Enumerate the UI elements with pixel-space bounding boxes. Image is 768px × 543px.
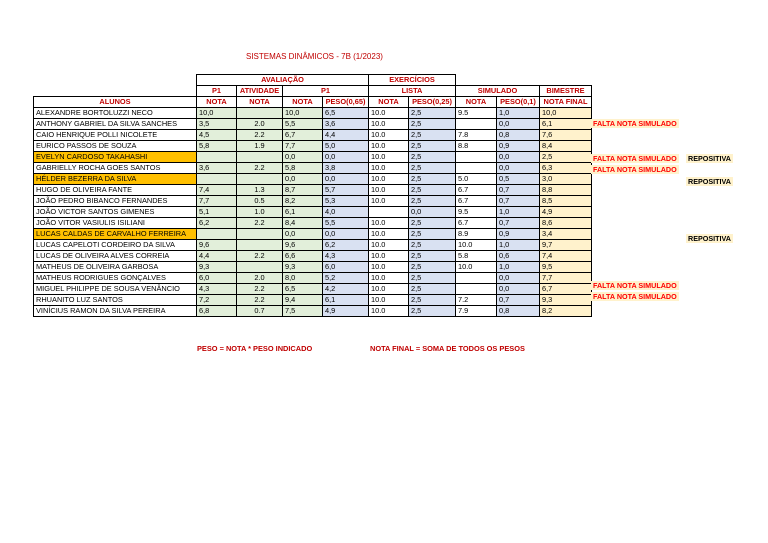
lista-grade: 10.0 <box>369 295 409 306</box>
lista-grade: 10.0 <box>369 240 409 251</box>
header-nota-p1: NOTA <box>197 97 237 108</box>
header-exercicios: EXERCÍCIOS <box>369 75 456 86</box>
simulado-grade: 9.5 <box>456 108 497 119</box>
lista-grade: 10.0 <box>369 130 409 141</box>
p1-total: 9,6 <box>283 240 323 251</box>
table-row <box>34 185 592 196</box>
final-grade: 9,5 <box>540 262 592 273</box>
lista-grade: 10.0 <box>369 108 409 119</box>
atividade-grade: 0.7 <box>237 306 283 317</box>
p1-grade: 6,0 <box>197 273 237 284</box>
final-grade: 7,4 <box>540 251 592 262</box>
header-alunos: ALUNOS <box>34 97 197 108</box>
student-name: JOÃO PEDRO BIBANCO FERNANDES <box>34 196 197 207</box>
p1-weighted: 6,1 <box>323 295 369 306</box>
table-row <box>34 196 592 207</box>
header-simulado: SIMULADO <box>456 86 540 97</box>
p1-grade: 6,8 <box>197 306 237 317</box>
atividade-grade: 2.0 <box>237 119 283 130</box>
simulado-weighted: 0,9 <box>497 229 540 240</box>
simulado-grade <box>456 273 497 284</box>
p1-total: 0,0 <box>283 229 323 240</box>
lista-weighted: 2,5 <box>409 240 456 251</box>
simulado-grade: 6.7 <box>456 196 497 207</box>
header-bimestre: BIMESTRE <box>540 86 592 97</box>
simulado-grade: 6.7 <box>456 218 497 229</box>
simulado-weighted: 0,9 <box>497 141 540 152</box>
lista-grade: 10.0 <box>369 119 409 130</box>
footer-peso-formula: PESO = NOTA * PESO INDICADO <box>197 344 313 353</box>
atividade-grade <box>237 229 283 240</box>
note-falta-simulado: FALTA NOTA SIMULADO <box>593 153 677 163</box>
p1-total: 6,5 <box>283 284 323 295</box>
lista-weighted: 2,5 <box>409 119 456 130</box>
p1-grade: 5,8 <box>197 141 237 152</box>
final-grade: 6,3 <box>540 163 592 174</box>
p1-total: 8,7 <box>283 185 323 196</box>
note-falta-simulado: FALTA NOTA SIMULADO <box>593 118 677 128</box>
final-grade: 8,5 <box>540 196 592 207</box>
note-falta-simulado: FALTA NOTA SIMULADO <box>593 165 677 175</box>
lista-weighted: 2,5 <box>409 306 456 317</box>
student-name: RHUANITO LUZ SANTOS <box>34 295 197 306</box>
simulado-weighted: 0,0 <box>497 119 540 130</box>
student-name: MATHEUS RODRIGUES GONÇALVES <box>34 273 197 284</box>
p1-grade: 7,2 <box>197 295 237 306</box>
p1-weighted: 6,0 <box>323 262 369 273</box>
final-grade: 6,1 <box>540 119 592 130</box>
final-grade: 9,7 <box>540 240 592 251</box>
p1-grade: 3,6 <box>197 163 237 174</box>
simulado-grade: 9.5 <box>456 207 497 218</box>
p1-weighted: 5,5 <box>323 218 369 229</box>
table-row <box>34 174 592 185</box>
student-name: GABRIELLY ROCHA GOES SANTOS <box>34 163 197 174</box>
lista-grade: 10.0 <box>369 141 409 152</box>
student-name: JOÃO VITOR VASIULIS ISILIANI <box>34 218 197 229</box>
simulado-weighted: 1,0 <box>497 108 540 119</box>
header-atividade: ATIVIDADE <box>237 86 283 97</box>
atividade-grade: 2.0 <box>237 273 283 284</box>
p1-weighted: 6,5 <box>323 108 369 119</box>
simulado-grade: 7.9 <box>456 306 497 317</box>
header-peso01: PESO(0,1) <box>497 97 540 108</box>
lista-weighted: 2,5 <box>409 273 456 284</box>
p1-grade: 3,5 <box>197 119 237 130</box>
p1-weighted: 4,9 <box>323 306 369 317</box>
lista-grade: 10.0 <box>369 262 409 273</box>
simulado-weighted: 0,6 <box>497 251 540 262</box>
simulado-grade: 8.9 <box>456 229 497 240</box>
final-grade: 8,6 <box>540 218 592 229</box>
lista-grade: 10.0 <box>369 273 409 284</box>
atividade-grade: 2.2 <box>237 295 283 306</box>
table-row <box>34 141 592 152</box>
p1-total: 7,7 <box>283 141 323 152</box>
simulado-weighted: 0,0 <box>497 152 540 163</box>
table-row <box>34 108 592 119</box>
lista-weighted: 2,5 <box>409 229 456 240</box>
atividade-grade: 0.5 <box>237 196 283 207</box>
lista-weighted: 2,5 <box>409 262 456 273</box>
lista-weighted: 2,5 <box>409 284 456 295</box>
grades-table <box>33 74 592 317</box>
student-name: HÉLDER BEZERRA DA SILVA <box>34 174 197 185</box>
student-name: EVELYN CARDOSO TAKAHASHI <box>34 152 197 163</box>
lista-weighted: 2,5 <box>409 218 456 229</box>
p1-total: 8,2 <box>283 196 323 207</box>
p1-weighted: 5,0 <box>323 141 369 152</box>
sheet-title: SISTEMAS DINÂMICOS - 7B (1/2023) <box>246 52 383 61</box>
p1-grade: 4,3 <box>197 284 237 295</box>
p1-weighted: 6,2 <box>323 240 369 251</box>
p1-weighted: 5,7 <box>323 185 369 196</box>
student-name: MATHEUS DE OLIVEIRA GARBOSA <box>34 262 197 273</box>
lista-grade: 10.0 <box>369 284 409 295</box>
p1-total: 10,0 <box>283 108 323 119</box>
note-falta-simulado: FALTA NOTA SIMULADO <box>593 280 677 290</box>
final-grade: 3,4 <box>540 229 592 240</box>
header-p1: P1 <box>197 86 237 97</box>
p1-total: 8,4 <box>283 218 323 229</box>
header-row-2 <box>34 86 592 97</box>
p1-weighted: 4,0 <box>323 207 369 218</box>
simulado-weighted: 0,7 <box>497 185 540 196</box>
atividade-grade: 2.2 <box>237 130 283 141</box>
lista-grade: 10.0 <box>369 218 409 229</box>
simulado-weighted: 1,0 <box>497 262 540 273</box>
table-row <box>34 152 592 163</box>
p1-weighted: 3,8 <box>323 163 369 174</box>
p1-grade: 9,6 <box>197 240 237 251</box>
header-row-1 <box>34 75 592 86</box>
lista-weighted: 2,5 <box>409 251 456 262</box>
student-name: LUCAS CAPELOTI CORDEIRO DA SILVA <box>34 240 197 251</box>
table-row <box>34 284 592 295</box>
table-row <box>34 119 592 130</box>
lista-grade <box>369 207 409 218</box>
student-name: HUGO DE OLIVEIRA FANTE <box>34 185 197 196</box>
simulado-grade: 10.0 <box>456 240 497 251</box>
p1-total: 9,3 <box>283 262 323 273</box>
final-grade: 10,0 <box>540 108 592 119</box>
simulado-grade <box>456 152 497 163</box>
simulado-grade: 10.0 <box>456 262 497 273</box>
p1-grade: 9,3 <box>197 262 237 273</box>
p1-grade: 5,1 <box>197 207 237 218</box>
p1-total: 0,0 <box>283 152 323 163</box>
p1-grade: 7,4 <box>197 185 237 196</box>
header-nota-lista: NOTA <box>369 97 409 108</box>
simulado-weighted: 0,0 <box>497 273 540 284</box>
simulado-grade <box>456 284 497 295</box>
p1-weighted: 4,2 <box>323 284 369 295</box>
atividade-grade: 1.3 <box>237 185 283 196</box>
table-row <box>34 240 592 251</box>
lista-grade: 10.0 <box>369 306 409 317</box>
simulado-weighted: 0,7 <box>497 295 540 306</box>
atividade-grade: 2.2 <box>237 251 283 262</box>
student-name: LUCAS CALDAS DE CARVALHO FERREIRA <box>34 229 197 240</box>
student-name: VINÍCIUS RAMON DA SILVA PEREIRA <box>34 306 197 317</box>
final-grade: 6,7 <box>540 284 592 295</box>
final-grade: 9,3 <box>540 295 592 306</box>
p1-total: 6,1 <box>283 207 323 218</box>
atividade-grade <box>237 240 283 251</box>
simulado-grade <box>456 163 497 174</box>
simulado-grade: 5.8 <box>456 251 497 262</box>
student-name: CAIO HENRIQUE POLLI NICOLETE <box>34 130 197 141</box>
lista-weighted: 2,5 <box>409 295 456 306</box>
simulado-weighted: 0,7 <box>497 196 540 207</box>
p1-total: 9,4 <box>283 295 323 306</box>
simulado-weighted: 0,8 <box>497 130 540 141</box>
simulado-grade: 8.8 <box>456 141 497 152</box>
atividade-grade <box>237 152 283 163</box>
lista-grade: 10.0 <box>369 152 409 163</box>
p1-grade <box>197 229 237 240</box>
p1-total: 7,5 <box>283 306 323 317</box>
final-grade: 8,8 <box>540 185 592 196</box>
atividade-grade: 2.2 <box>237 218 283 229</box>
final-grade: 8,2 <box>540 306 592 317</box>
student-name: ALEXANDRE BORTOLUZZI NECO <box>34 108 197 119</box>
atividade-grade <box>237 262 283 273</box>
p1-weighted: 0,0 <box>323 152 369 163</box>
p1-weighted: 5,3 <box>323 196 369 207</box>
simulado-grade <box>456 119 497 130</box>
lista-grade: 10.0 <box>369 174 409 185</box>
table-row <box>34 306 592 317</box>
lista-weighted: 2,5 <box>409 130 456 141</box>
atividade-grade: 1.9 <box>237 141 283 152</box>
student-name: MIGUEL PHILIPPE DE SOUSA VENÂNCIO <box>34 284 197 295</box>
header-nota-p1b: NOTA <box>283 97 323 108</box>
lista-grade: 10.0 <box>369 163 409 174</box>
note-repositiva: REPOSITIVA <box>688 234 731 244</box>
lista-grade: 10.0 <box>369 185 409 196</box>
note-falta-simulado: FALTA NOTA SIMULADO <box>593 292 677 302</box>
lista-weighted: 2,5 <box>409 152 456 163</box>
p1-grade <box>197 152 237 163</box>
p1-total: 6,7 <box>283 130 323 141</box>
p1-grade: 4,5 <box>197 130 237 141</box>
lista-weighted: 2,5 <box>409 185 456 196</box>
final-grade: 4,9 <box>540 207 592 218</box>
student-name: ANTHONY GABRIEL DA SILVA SANCHES <box>34 119 197 130</box>
simulado-weighted: 0,7 <box>497 218 540 229</box>
p1-grade: 10,0 <box>197 108 237 119</box>
atividade-grade: 2.2 <box>237 163 283 174</box>
simulado-weighted: 0,0 <box>497 163 540 174</box>
simulado-grade: 7.2 <box>456 295 497 306</box>
student-name: LUCAS DE OLIVEIRA ALVES CORREIA <box>34 251 197 262</box>
atividade-grade <box>237 108 283 119</box>
p1-weighted: 4,3 <box>323 251 369 262</box>
p1-grade: 7,7 <box>197 196 237 207</box>
final-grade: 7,6 <box>540 130 592 141</box>
table-row <box>34 273 592 284</box>
p1-grade: 6,2 <box>197 218 237 229</box>
p1-total: 5,8 <box>283 163 323 174</box>
table-row <box>34 163 592 174</box>
p1-grade: 4,4 <box>197 251 237 262</box>
lista-weighted: 2,5 <box>409 174 456 185</box>
header-nota-atividade: NOTA <box>237 97 283 108</box>
lista-grade: 10.0 <box>369 196 409 207</box>
student-name: JOÃO VICTOR SANTOS GIMENES <box>34 207 197 218</box>
header-p1-weighted: P1 <box>283 86 369 97</box>
simulado-grade: 5.0 <box>456 174 497 185</box>
simulado-grade: 7.8 <box>456 130 497 141</box>
header-lista: LISTA <box>369 86 456 97</box>
header-peso025: PESO(0,25) <box>409 97 456 108</box>
p1-total: 0,0 <box>283 174 323 185</box>
lista-grade: 10.0 <box>369 251 409 262</box>
lista-weighted: 2,5 <box>409 141 456 152</box>
final-grade: 3,0 <box>540 174 592 185</box>
p1-total: 8,0 <box>283 273 323 284</box>
lista-weighted: 0,0 <box>409 207 456 218</box>
lista-weighted: 2,5 <box>409 108 456 119</box>
lista-grade: 10.0 <box>369 229 409 240</box>
p1-weighted: 5,2 <box>323 273 369 284</box>
simulado-weighted: 0,8 <box>497 306 540 317</box>
p1-weighted: 0,0 <box>323 229 369 240</box>
p1-weighted: 0,0 <box>323 174 369 185</box>
header-nota-final: NOTA FINAL <box>540 97 592 108</box>
atividade-grade: 1.0 <box>237 207 283 218</box>
table-row <box>34 229 592 240</box>
table-row <box>34 251 592 262</box>
table-row <box>34 295 592 306</box>
lista-weighted: 2,5 <box>409 163 456 174</box>
header-avaliacao: AVALIAÇÃO <box>197 75 369 86</box>
table-body <box>34 75 592 317</box>
final-grade: 2,5 <box>540 152 592 163</box>
p1-total: 6,6 <box>283 251 323 262</box>
simulado-weighted: 1,0 <box>497 240 540 251</box>
lista-weighted: 2,5 <box>409 196 456 207</box>
simulado-weighted: 0,5 <box>497 174 540 185</box>
header-row-3 <box>34 97 592 108</box>
student-name: EURICO PASSOS DE SOUZA <box>34 141 197 152</box>
simulado-weighted: 0,0 <box>497 284 540 295</box>
header-peso065: PESO(0,65) <box>323 97 369 108</box>
final-grade: 7,7 <box>540 273 592 284</box>
table-row <box>34 262 592 273</box>
p1-weighted: 4,4 <box>323 130 369 141</box>
header-nota-simulado: NOTA <box>456 97 497 108</box>
p1-weighted: 3,6 <box>323 119 369 130</box>
final-grade: 8,4 <box>540 141 592 152</box>
table-row <box>34 207 592 218</box>
footer-nota-final-formula: NOTA FINAL = SOMA DE TODOS OS PESOS <box>370 344 525 353</box>
table-row <box>34 218 592 229</box>
atividade-grade: 2.2 <box>237 284 283 295</box>
p1-total: 5,5 <box>283 119 323 130</box>
p1-grade <box>197 174 237 185</box>
simulado-weighted: 1,0 <box>497 207 540 218</box>
atividade-grade <box>237 174 283 185</box>
simulado-grade: 6.7 <box>456 185 497 196</box>
note-repositiva: REPOSITIVA <box>688 153 731 163</box>
note-repositiva: REPOSITIVA <box>688 176 731 186</box>
table-row <box>34 130 592 141</box>
